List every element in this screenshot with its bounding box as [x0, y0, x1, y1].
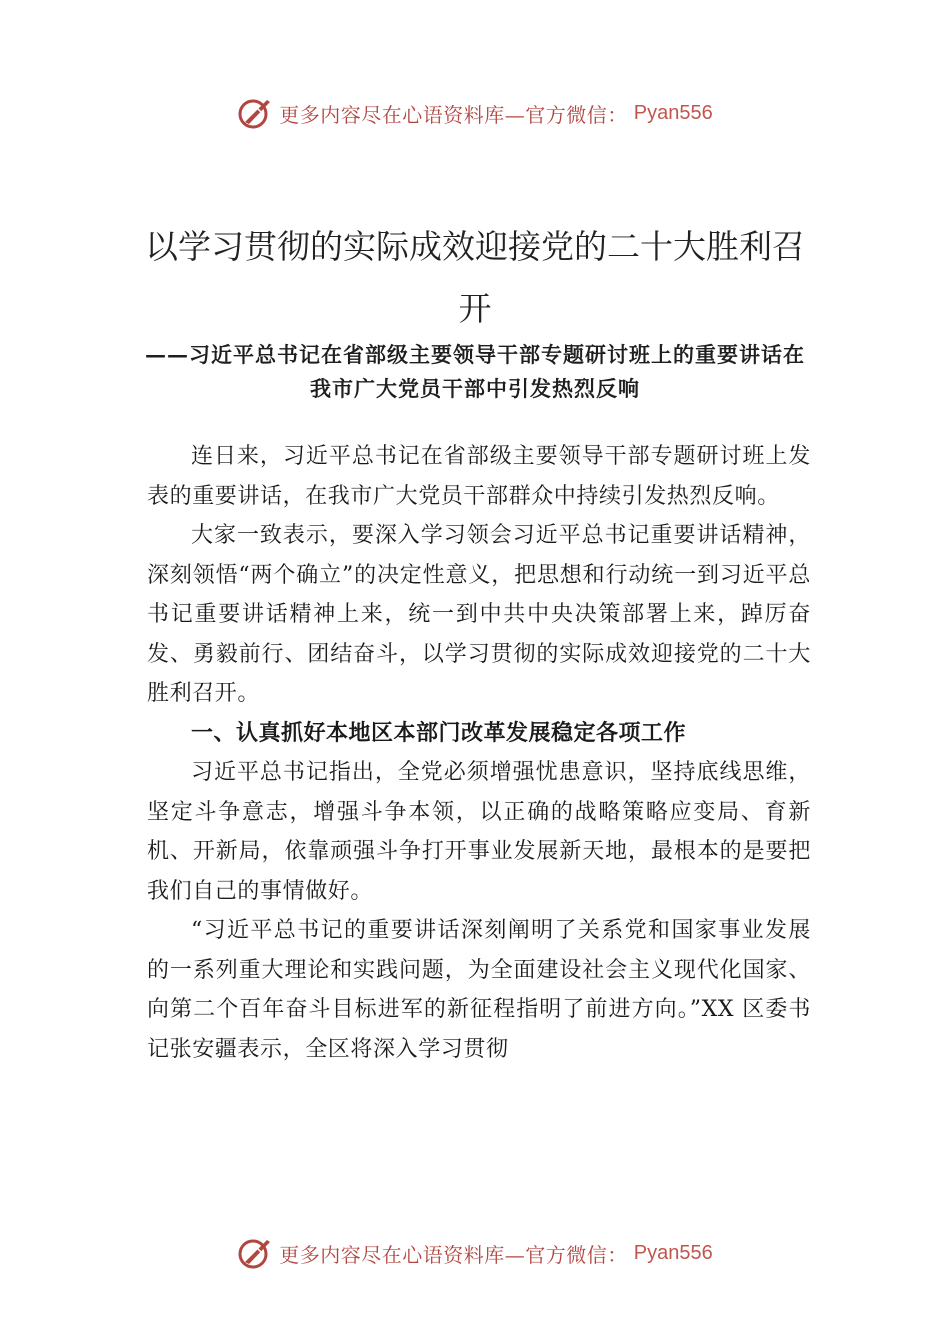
body-paragraph: “习近平总书记的重要讲话深刻阐明了关系党和国家事业发展的一系列重大理论和实践问题，为全面建设社会主义现代化国家、向第二个百年奋斗目标进军的新征程指明了前进方向。”XX 区委书记张安疆表示，全区将深入学习贯彻: [147, 918, 811, 1062]
body-paragraph: 习近平总书记指出，全党必须增强忧患意识，坚持底线思维，坚定斗争意志，增强斗争本领，以正确的战略策略应变局、育新机、开新局，依靠顽强斗争打开事业发展新天地，最根本的是要把我们自己的事情做好。: [147, 760, 811, 904]
document-title: 以学习贯彻的实际成效迎接党的二十大胜利召开: [145, 227, 805, 328]
watermark-text: 更多内容尽在心语资料库—官方微信：: [279, 1242, 628, 1267]
watermark-wechat-id: Pyan556: [633, 1241, 713, 1264]
watermark-wechat-id: Pyan556: [633, 101, 713, 124]
footer-watermark: [0, 1236, 950, 1270]
watermark-text: 更多内容尽在心语资料库—官方微信：: [279, 102, 628, 127]
quill-logo-icon: [237, 1236, 273, 1270]
document-body: [147, 437, 811, 1069]
body-paragraph: 大家一致表示，要深入学习领会习近平总书记重要讲话精神，深刻领悟“两个确立”的决定性意义，把思想和行动统一到习近平总书记重要讲话精神上来，统一到中共中央决策部署上来，踔厉奋发、勇毅前行、团结奋斗，以学习贯彻的实际成效迎接党的二十大胜利召开。: [147, 523, 811, 706]
section-heading: 一、认真抓好本地区本部门改革发展稳定各项工作: [191, 720, 687, 746]
quill-logo-icon: [237, 96, 273, 130]
header-watermark: [0, 96, 950, 130]
body-paragraph: 连日来，习近平总书记在省部级主要领导干部专题研讨班上发表的重要讲话，在我市广大党员干部群众中持续引发热烈反响。: [147, 444, 811, 509]
document-subtitle: ——习近平总书记在省部级主要领导干部专题研讨班上的重要讲话在我市广大党员干部中引发热烈反响: [145, 342, 805, 401]
